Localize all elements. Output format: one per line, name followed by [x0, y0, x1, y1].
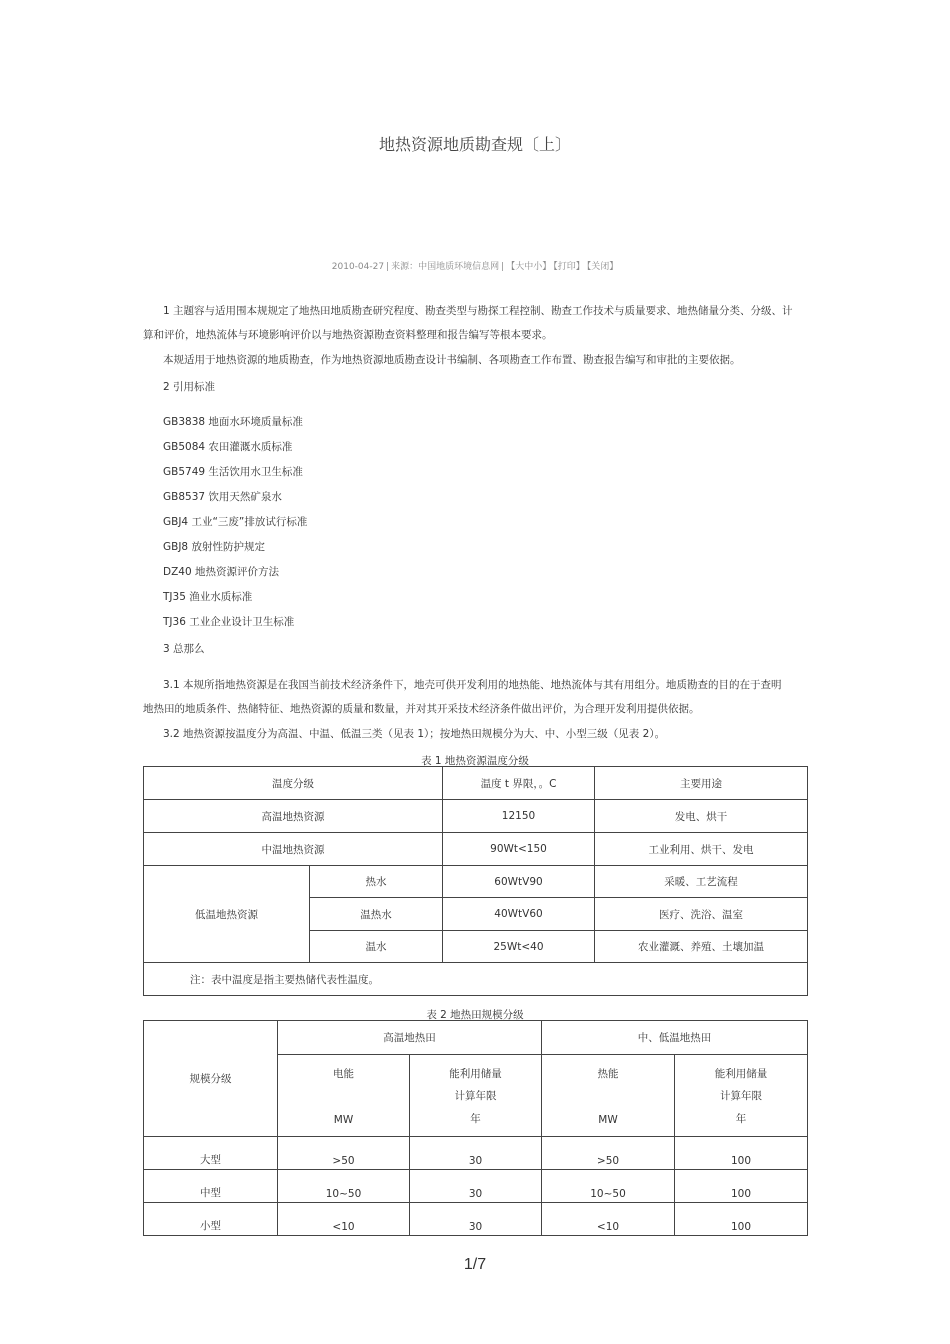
header-text: 计算年限 [720, 1090, 762, 1102]
table-header-row [144, 1021, 808, 1055]
table-header-cell [410, 1055, 542, 1137]
reference-item: DZ40 地热资源评价方法 [163, 566, 279, 578]
print-link[interactable]: 【打印】 [553, 262, 585, 272]
paragraph-2: 本规适用于地热资源的地质勘查，作为地热资源地质勘查设计书编制、各项勘查工作布置、勘查报告编写和审批的主要依据。 [163, 354, 741, 366]
table-2-caption: 表 2 地热田规模分级 [426, 1009, 524, 1021]
table-cell: <10 [278, 1203, 410, 1236]
clause-3-1-line-2: 地热田的地质条件、热储特征、地热资源的质量和数量，并对其开采技术经济条件做出评价，为合理开发利用提供依据。 [143, 703, 700, 715]
table-cell: 小型 [144, 1203, 278, 1236]
table-cell: 10~50 [278, 1170, 410, 1203]
table-cell: 25Wt<40 [443, 931, 595, 963]
table-note-row [144, 963, 808, 996]
clause-3-1-line-1: 3.1 本规所指地热资源是在我国当前技术经济条件下，地壳可供开发利用的地热能、地热流体与其有用组分。地质勘查的目的在于查明 [163, 679, 782, 691]
paragraph-1-line-2: 算和评价，地热流体与环境影响评价以与地热资源勘查资料整理和报告编写等根本要求。 [143, 329, 553, 341]
table-row [144, 1170, 808, 1203]
table-cell: 12150 [443, 800, 595, 833]
table-cell: 100 [675, 1203, 808, 1236]
table-note: 注：表中温度是指主要热储代表性温度。 [144, 963, 808, 996]
table-cell: >50 [278, 1137, 410, 1170]
table-2 [143, 1020, 808, 1236]
table-1 [143, 766, 808, 996]
article-meta [0, 259, 950, 272]
reference-item: GB5084 农田灌溉水质标准 [163, 441, 293, 453]
table-cell: >50 [542, 1137, 675, 1170]
table-cell: 采暖、工艺流程 [595, 866, 808, 898]
table-cell: 30 [410, 1170, 542, 1203]
table-cell: 低温地热资源 [144, 866, 310, 963]
table-cell: <10 [542, 1203, 675, 1236]
meta-separator: | [501, 262, 505, 272]
table-cell: 农业灌溉、养殖、土壤加温 [595, 931, 808, 963]
page-title: 地热资源地质勘查规〔上〕 [378, 135, 571, 154]
table-header-cell [542, 1055, 675, 1137]
header-unit: MW [598, 1113, 618, 1126]
table-header-cell: 温度 t 界限，。C [443, 767, 595, 800]
header-text: 计算年限 [454, 1090, 497, 1102]
reference-item: GB8537 饮用天然矿泉水 [163, 491, 282, 503]
clause-3-2: 3.2 地热资源按温度分为高温、中温、低温三类（见表 1）；按地热田规模分为大、中、小型三级（见表 2）。 [163, 728, 666, 740]
header-text: 电能 [333, 1067, 354, 1080]
table-cell: 中型 [144, 1170, 278, 1203]
section-2-heading: 2 引用标准 [163, 381, 216, 393]
table-cell: 中温地热资源 [144, 833, 443, 866]
close-link[interactable]: 【关闭】 [586, 262, 619, 272]
table-cell: 大型 [144, 1137, 278, 1170]
table-cell: 温水 [310, 931, 443, 963]
header-text: 能利用储量 [449, 1067, 502, 1080]
reference-item: TJ35 渔业水质标准 [163, 591, 253, 603]
table-header-cell: 中、低温地热田 [542, 1021, 808, 1055]
table-cell: 30 [410, 1203, 542, 1236]
font-size-link[interactable]: 【大中小】 [506, 262, 552, 272]
table-cell: 30 [410, 1137, 542, 1170]
table-cell: 高温地热资源 [144, 800, 443, 833]
table-header-cell [675, 1055, 808, 1137]
table-row [144, 1203, 808, 1236]
table-header-cell: 高温地热田 [278, 1021, 542, 1055]
source-label: 来源：中国地质环境信息网 [391, 262, 500, 272]
table-header-cell: 主要用途 [595, 767, 808, 800]
table-cell: 60WtV90 [443, 866, 595, 898]
table-cell: 100 [675, 1137, 808, 1170]
publish-date: 2010-04-27 [331, 262, 385, 272]
section-3-heading: 3 总那么 [163, 643, 205, 655]
reference-item: GBJ4 工业“三废”排放试行标准 [163, 516, 308, 528]
table-row [144, 800, 808, 833]
table-row [144, 833, 808, 866]
header-unit: MW [333, 1113, 354, 1126]
reference-item: GB5749 生活饮用水卫生标准 [163, 466, 303, 478]
table-cell: 发电、烘干 [595, 800, 808, 833]
table-cell: 40WtV60 [443, 898, 595, 931]
table-1-caption: 表 1 地热资源温度分级 [421, 755, 529, 767]
reference-item: GBJ8 放射性防护规定 [163, 541, 265, 553]
reference-item: TJ36 工业企业设计卫生标准 [163, 616, 295, 628]
table-cell: 10~50 [542, 1170, 675, 1203]
header-text: 能利用储量 [714, 1067, 768, 1080]
header-unit: 年 [470, 1112, 481, 1125]
table-cell: 工业利用、烘干、发电 [595, 833, 808, 866]
table-cell: 100 [675, 1170, 808, 1203]
table-cell: 医疗、洗浴、温室 [595, 898, 808, 931]
header-unit: 年 [735, 1112, 747, 1125]
table-cell: 热水 [310, 866, 443, 898]
table-row [144, 1137, 808, 1170]
table-header-cell [278, 1055, 410, 1137]
table-header-cell: 规模分级 [144, 1021, 278, 1137]
header-text: 热能 [597, 1067, 619, 1080]
table-header-row [144, 767, 808, 800]
table-header-cell: 温度分级 [144, 767, 443, 800]
paragraph-1-line-1: 1 主题容与适用围本规规定了地热田地质勘查研究程度、勘查类型与勘探工程控制、勘查工作技术与质量要求、地热储量分类、分级、计 [163, 305, 793, 317]
table-cell: 温热水 [310, 898, 443, 931]
page-number: 1/7 [463, 1256, 487, 1273]
table-row [144, 866, 808, 898]
table-cell: 90Wt<150 [443, 833, 595, 866]
meta-separator: | [386, 262, 390, 272]
reference-item: GB3838 地面水环境质量标准 [163, 416, 303, 428]
